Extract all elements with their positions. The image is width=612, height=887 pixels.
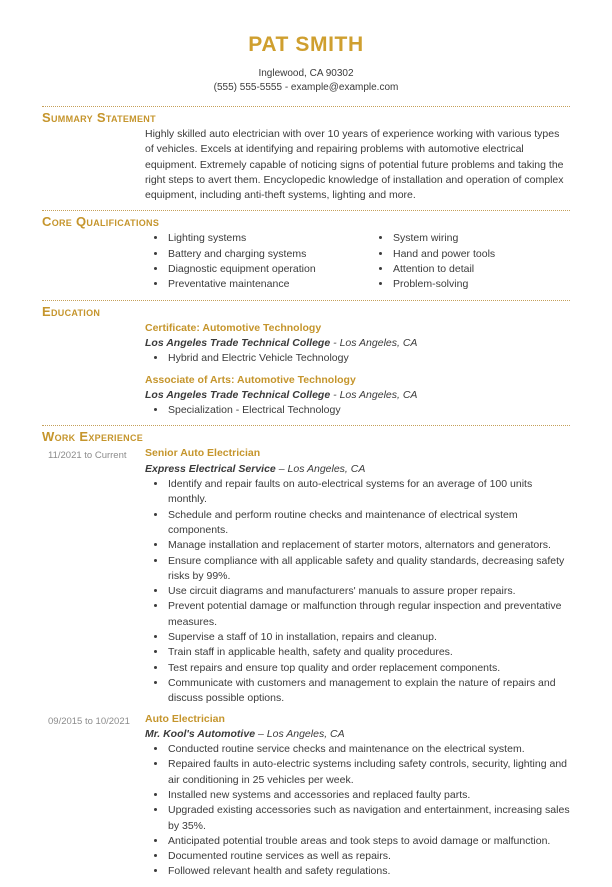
- section-title-experience: Work Experience: [42, 429, 144, 445]
- job-bullet: • Test repairs and ensure top quality and order replacement components.: [167, 661, 570, 676]
- job-bullet: • Manage installation and replacement of starter motors, alternators and generators.: [167, 538, 570, 553]
- section-title-qualifications: Core Qualifications: [42, 214, 160, 230]
- job-bullet: • Identify and repair faults on auto-electrical systems for an average of 100 units monthly.: [167, 477, 570, 508]
- job-bullet: • Conducted routine service checks and maintenance on the electrical system.: [167, 742, 570, 757]
- qualification-item: • Diagnostic equipment operation: [167, 262, 370, 277]
- qualifications-list-2: [370, 231, 570, 292]
- qualifications-column-1: [145, 231, 370, 292]
- education-bullet: • Specialization - Electrical Technology: [167, 403, 570, 418]
- job-bullet: • Supervise a staff of 10 in installation, repairs and cleanup.: [167, 630, 570, 645]
- section-education: [42, 300, 570, 426]
- candidate-contact: (555) 555-5555 - example@example.com: [213, 82, 399, 93]
- degree-title: Certificate: Automotive Technology: [145, 321, 322, 334]
- job-bullet: • Anticipated potential trouble areas and took steps to avoid damage or malfunction.: [167, 834, 570, 849]
- section-summary: [42, 106, 570, 210]
- job-title: Auto Electrician: [145, 712, 225, 725]
- job-bullet: • Schedule and perform routine checks and maintenance of electrical system components.: [167, 508, 570, 539]
- section-experience: [42, 425, 570, 886]
- qualification-item: • Battery and charging systems: [167, 247, 370, 262]
- qualifications-column-2: [370, 231, 570, 292]
- education-bullets: [145, 403, 570, 418]
- summary-text: Highly skilled auto electrician with over 10 years of experience working with various types of vehicles. Excels at identifying and repairing problems with automotive electrical equipment. Extremely capable of noticing signs of potential future problems and taking the right steps to avert them. Encyclopedic knowledge of installation and operation of complex equipment, including anti-theft systems, lighting and more.: [145, 128, 564, 202]
- institution-location: - Los Angeles, CA: [333, 388, 418, 401]
- institution-line: [145, 388, 570, 403]
- job-bullet: • Followed relevant health and safety regulations.: [167, 864, 570, 879]
- job-bullets: [145, 742, 570, 880]
- institution-name: Los Angeles Trade Technical College: [145, 388, 331, 401]
- qualifications-columns: [145, 231, 570, 292]
- job-bullet: • Prevent potential damage or malfunction through regular inspection and preventative measures.: [167, 599, 570, 630]
- job-bullet: • Ensure compliance with all applicable safety and quality standards, decreasing safety risks by 99%.: [167, 554, 570, 585]
- qualifications-list-1: [145, 231, 370, 292]
- company-line: [145, 727, 570, 742]
- job-bullet: • Use circuit diagrams and manufacturers' manuals to assure proper repairs.: [167, 584, 570, 599]
- section-title-summary: Summary Statement: [42, 110, 156, 125]
- qualification-item: • Problem-solving: [392, 277, 570, 292]
- education-entry: [145, 321, 570, 367]
- job-bullet: • Upgraded existing accessories such as navigation and entertainment, increasing sales by 35%.: [167, 803, 570, 834]
- institution-name: Los Angeles Trade Technical College: [145, 336, 331, 349]
- job-bullet: • Repaired faults in auto-electric systems including safety controls, security, lighting and air conditioning in 25 vehicles per week.: [167, 757, 570, 788]
- institution-location: - Los Angeles, CA: [333, 336, 418, 349]
- job-title: Senior Auto Electrician: [145, 447, 261, 460]
- education-bullets: [145, 351, 570, 366]
- candidate-name: PAT SMITH: [248, 33, 364, 56]
- job-dates: 11/2021 to Current: [48, 450, 127, 462]
- qualification-item: • Preventative maintenance: [167, 277, 370, 292]
- job-bullet: • Documented routine services as well as repairs.: [167, 849, 570, 864]
- job-bullet: • Communicate with customers and management to explain the nature of repairs and discuss possible options.: [167, 676, 570, 707]
- section-title-education: Education: [42, 303, 101, 319]
- company-location: – Los Angeles, CA: [278, 462, 366, 475]
- company-line: [145, 462, 570, 477]
- qualification-item: • Lighting systems: [167, 231, 370, 246]
- education-bullet: • Hybrid and Electric Vehicle Technology: [167, 351, 570, 366]
- job-bullets: [145, 477, 570, 706]
- job-dates: 09/2015 to 10/2021: [48, 715, 130, 727]
- job-entry: [48, 712, 570, 880]
- degree-title: Associate of Arts: Automotive Technology: [145, 373, 356, 386]
- qualification-item: • Attention to detail: [392, 262, 570, 277]
- section-qualifications: [42, 210, 570, 299]
- education-entry: [145, 373, 570, 419]
- resume-header: [42, 33, 570, 95]
- company-location: – Los Angeles, CA: [258, 727, 345, 740]
- qualification-item: • Hand and power tools: [392, 247, 570, 262]
- institution-line: [145, 336, 570, 351]
- qualification-item: • System wiring: [392, 231, 570, 246]
- company-name: Express Electrical Service: [145, 462, 276, 475]
- job-entry: [48, 446, 570, 706]
- candidate-address: Inglewood, CA 90302: [258, 68, 354, 79]
- company-name: Mr. Kool's Automotive: [145, 727, 256, 740]
- job-bullet: • Train staff in applicable health, safety and quality procedures.: [167, 645, 570, 660]
- job-bullet: • Installed new systems and accessories and replaced faulty parts.: [167, 788, 570, 803]
